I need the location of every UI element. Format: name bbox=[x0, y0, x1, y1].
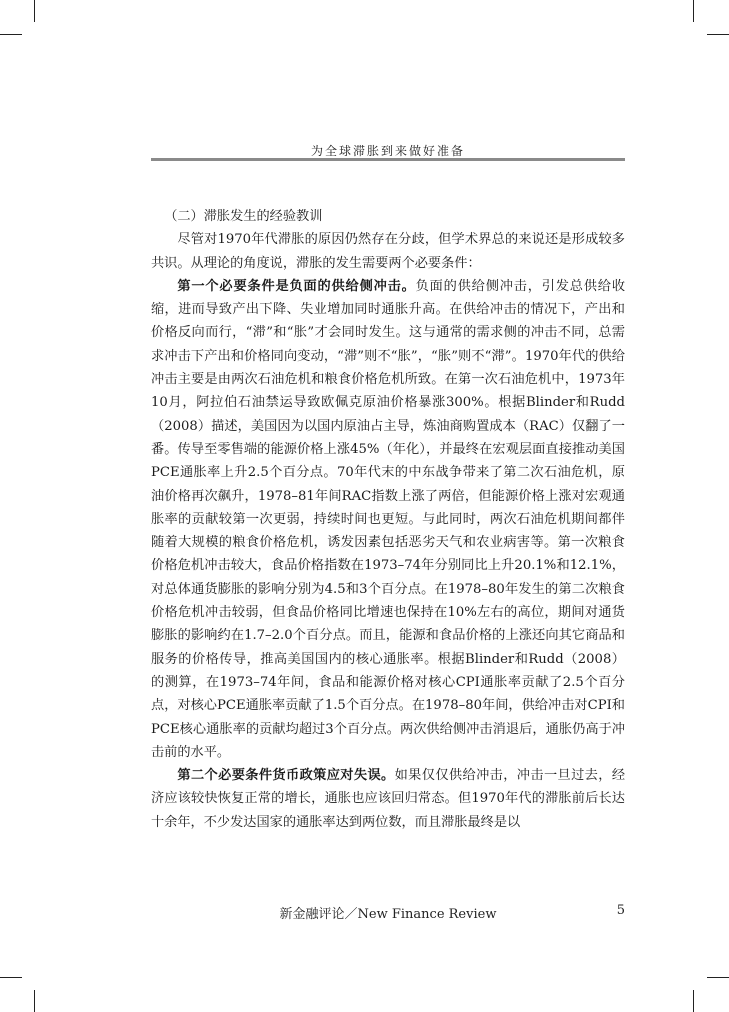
crop-mark bbox=[707, 34, 729, 35]
crop-mark bbox=[693, 0, 694, 22]
article-body bbox=[151, 205, 625, 834]
paragraph: 尽管对1970年代滞胀的原因仍然存在分歧，但学术界总的来说还是形成较多共识。从理论的角度说，滞胀的发生需要两个必要条件： bbox=[151, 232, 625, 271]
paragraph bbox=[151, 764, 625, 834]
crop-mark bbox=[0, 977, 22, 978]
crop-mark bbox=[0, 34, 22, 35]
paragraph-lead: 第一个必要条件是负面的供给侧冲击。 bbox=[177, 278, 416, 294]
page-number: 5 bbox=[616, 903, 625, 918]
crop-mark bbox=[693, 990, 694, 1012]
section-heading: （二）滞胀发生的经验教训 bbox=[164, 209, 323, 224]
paragraph-body: 如果仅仅供给冲击，冲击一旦过去，经济应该较快恢复正常的增长，通胀也应该回归常态。但1970年代的滞胀前后长达十余年，不少发达国家的通胀率达到两位数，而且滞胀最终是以 bbox=[151, 768, 626, 830]
paragraph-lead: 第二个必要条件货币政策应对失误。 bbox=[177, 768, 395, 784]
crop-mark bbox=[707, 977, 729, 978]
paragraph-body: 负面的供给侧冲击，引发总供给收缩，进而导致产出下降、失业增加同时通胀升高。在供给冲击的情况下，产出和价格反向而行，“滞”和“胀”才会同时发生。这与通常的需求侧的冲击不同，总需求冲击下产出和价格同向变动，“滞”则不“胀”，“胀”则不“滞”。1970年代的供给冲击主要是由两次石油危机和粮食价格危机所致。在第一次石油危机中，1973年10月，阿拉伯石油禁运导致欧佩克原油价格暴涨300%。根据Blinder和Rudd（2008）描述，美国因为以国内原油占主导，炼油商购置成本（RAC）仅翻了一番。传导至零售端的能源价格上涨45%（年化），并最终在宏观层面直接推动美国PCE通胀率上升2.5个百分点。70年代末的中东战争带来了第二次石油危机，原油价格再次飙升，1978–81年间RAC指数上涨了两倍，但能源价格上涨对宏观通胀率的贡献较第一次更弱，持续时间也更短。与此同时，两次石油危机期间都伴随着大规模的粮食价格危机，诱发因素包括恶劣天气和农业病害等。第一次粮食价格危机冲击较大，食品价格指数在1973–74年分别同比上升20.1%和12.1%，对总体通货膨胀的影响分别为4.5和3个百分点。在1978–80年发生的第二次粮食价格危机冲击较弱，但食品价格同比增速也保持在10%左右的高位，期间对通货膨胀的影响约在1.7–2.0个百分点。而且，能源和食品价格的上涨还向其它商品和服务的价格传导，推高美国国内的核心通胀率。根据Blinder和Rudd（2008）的测算，在1973–74年间，食品和能源价格对核心CPI通胀率贡献了2.5个百分点，对核心PCE通胀率贡献了1.5个百分点。在1978–80年间，供给冲击对CPI和PCE核心通胀率的贡献均超过3个百分点。两次供给侧冲击消退后，通胀仍高于冲击前的水平。 bbox=[151, 278, 626, 760]
journal-name: 新金融评论／New Finance Review bbox=[279, 907, 497, 922]
header-rule bbox=[151, 158, 625, 161]
crop-mark bbox=[34, 0, 35, 22]
crop-mark bbox=[34, 990, 35, 1012]
running-header: 为全球滞胀到来做好准备 bbox=[310, 144, 465, 158]
paragraph bbox=[151, 275, 625, 764]
